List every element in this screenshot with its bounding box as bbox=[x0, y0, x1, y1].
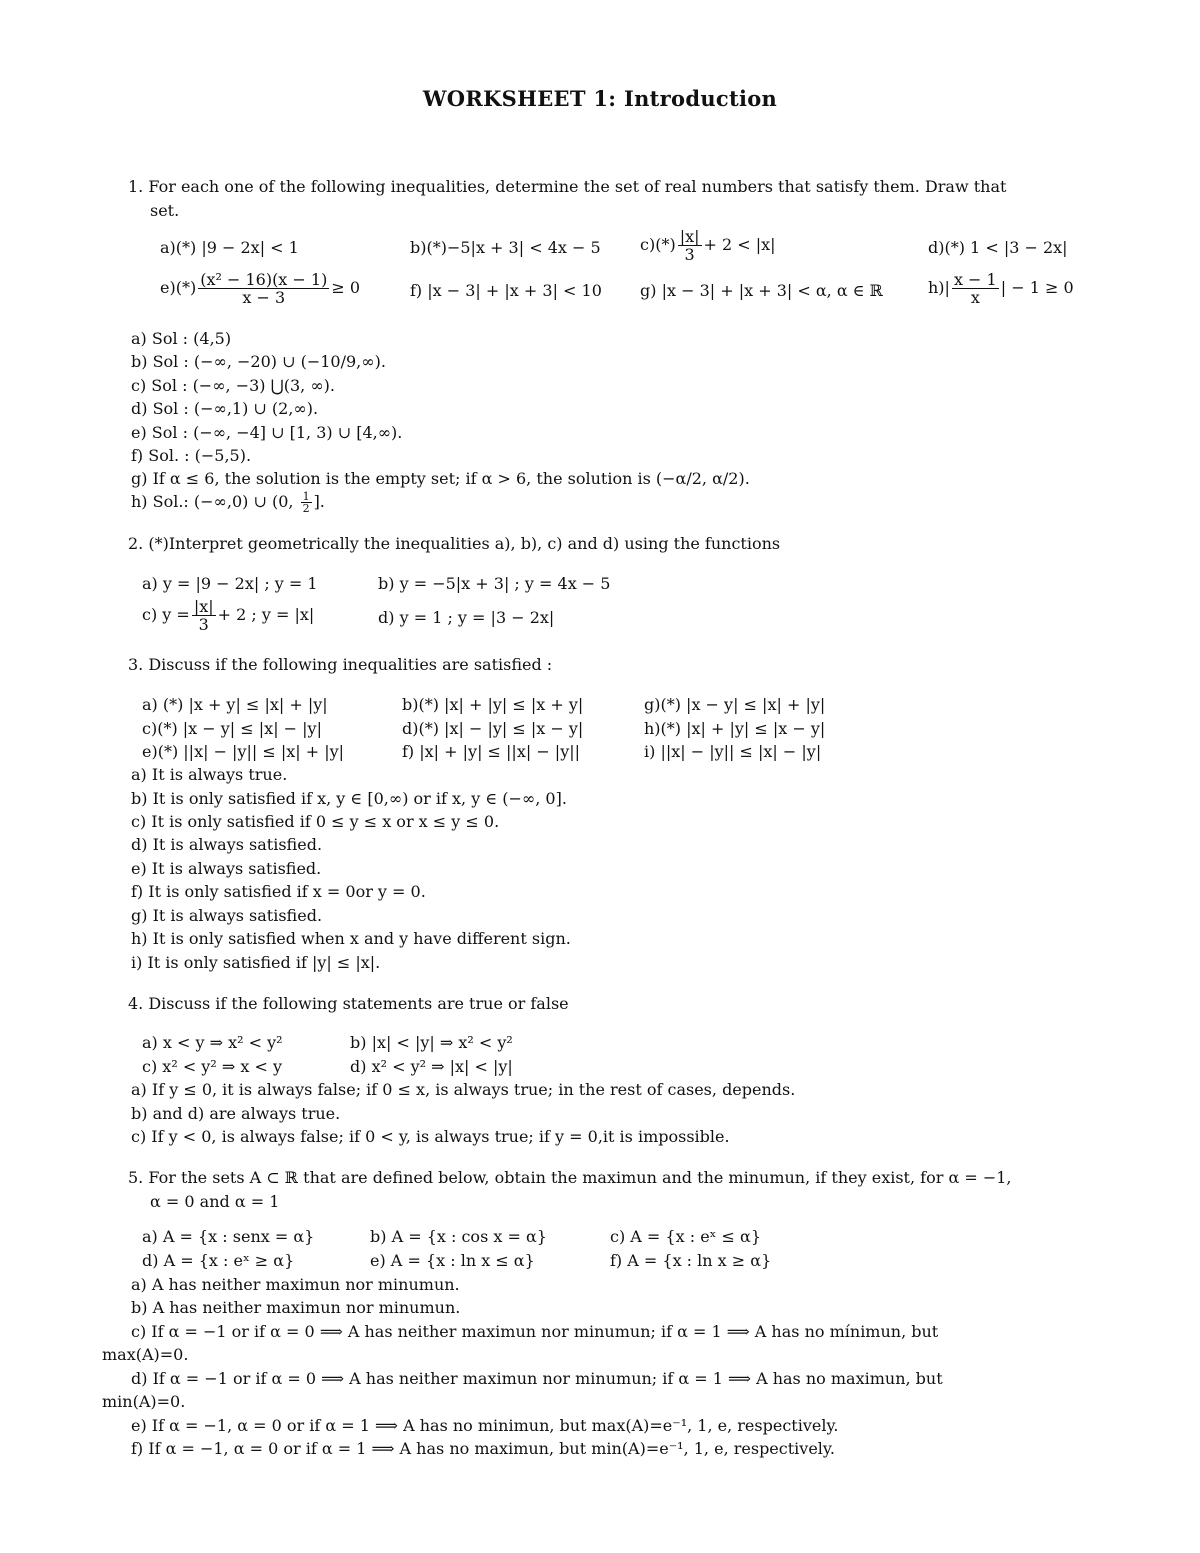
solution-5a: a) A has neither maximun nor minumun. bbox=[131, 1275, 460, 1294]
problem-1-statement-cont: set. bbox=[150, 201, 180, 220]
solution-3e: e) It is always satisfied. bbox=[131, 859, 322, 878]
ineq-1e-label: e)(*) bbox=[160, 278, 197, 297]
ineq-3f: f) |x| + |y| ≤ ||x| − |y|| bbox=[402, 742, 581, 761]
function-2c-start: c) y = bbox=[142, 605, 190, 624]
ineq-1e-denominator: x − 3 bbox=[242, 288, 286, 307]
statement-4c: c) x² < y² ⇒ x < y bbox=[142, 1057, 282, 1076]
problem-1-statement: 1. For each one of the following inequalities, determine the set of real numbers that satisfy them. Draw that bbox=[128, 177, 1007, 196]
problem-5-statement: 5. For the sets A ⊂ ℝ that are defined below, obtain the maximun and the minumun, if they exist, for α = −1, bbox=[128, 1168, 1012, 1187]
solution-1h bbox=[131, 491, 325, 514]
set-5a: a) A = {x : senx = α} bbox=[142, 1227, 315, 1246]
solution-3b: b) It is only satisfied if x, y ∈ [0,∞) or if x, y ∈ (−∞, 0]. bbox=[131, 789, 567, 808]
ineq-1h-numerator: x − 1 bbox=[953, 270, 997, 289]
solution-3g: g) It is always satisfied. bbox=[131, 906, 323, 925]
function-2c-numerator: |x| bbox=[193, 597, 214, 616]
statement-4a: a) x < y ⇒ x² < y² bbox=[142, 1033, 283, 1052]
ineq-3b: b)(*) |x| + |y| ≤ |x + y| bbox=[402, 695, 584, 714]
solution-5e: e) If α = −1, α = 0 or if α = 1 ⟹ A has no minimun, but max(A)=e⁻¹, 1, e, respectively. bbox=[131, 1416, 839, 1435]
ineq-1e bbox=[160, 271, 360, 306]
statement-4d: d) x² < y² ⇒ |x| < |y| bbox=[350, 1057, 513, 1076]
set-5d: d) A = {x : eˣ ≥ α} bbox=[142, 1251, 295, 1270]
function-2a: a) y = |9 − 2x| ; y = 1 bbox=[142, 574, 318, 593]
ineq-1d: d)(*) 1 < |3 − 2x| bbox=[928, 238, 1068, 257]
solution-1h-denominator: 2 bbox=[302, 502, 310, 515]
ineq-1g: g) |x − 3| + |x + 3| < α, α ∈ ℝ bbox=[640, 281, 883, 300]
solution-4bd: b) and d) are always true. bbox=[131, 1104, 341, 1123]
solution-5d-cont: min(A)=0. bbox=[102, 1392, 186, 1411]
solution-4c: c) If y < 0, is always false; if 0 < y, is always true; if y = 0,it is impossible. bbox=[131, 1127, 730, 1146]
solution-1h-fraction bbox=[301, 491, 312, 514]
ineq-1h-fraction bbox=[952, 271, 999, 306]
problem-2-statement: 2. (*)Interpret geometrically the inequalities a), b), c) and d) using the functions bbox=[128, 534, 781, 553]
problem-5-statement-cont: α = 0 and α = 1 bbox=[150, 1192, 280, 1211]
solution-3h: h) It is only satisfied when x and y have different sign. bbox=[131, 929, 571, 948]
solution-3f: f) It is only satisfied if x = 0or y = 0. bbox=[131, 882, 426, 901]
ineq-1c-rest: + 2 < |x| bbox=[703, 235, 776, 254]
ineq-3h: h)(*) |x| + |y| ≤ |x − y| bbox=[644, 719, 826, 738]
function-2c-denominator: 3 bbox=[198, 615, 209, 634]
solution-5d: d) If α = −1 or if α = 0 ⟹ A has neither maximun nor minumun; if α = 1 ⟹ A has no maximun, but bbox=[131, 1369, 943, 1388]
solution-1h-numerator: 1 bbox=[302, 490, 310, 503]
ineq-1f: f) |x − 3| + |x + 3| < 10 bbox=[410, 281, 602, 300]
solution-1a: a) Sol : (4,5) bbox=[131, 329, 232, 348]
ineq-3e: e)(*) ||x| − |y|| ≤ |x| + |y| bbox=[142, 742, 345, 761]
ineq-3i: i) ||x| − |y|| ≤ |x| − |y| bbox=[644, 742, 822, 761]
solution-1e: e) Sol : (−∞, −4] ∪ [1, 3) ∪ [4,∞). bbox=[131, 423, 403, 442]
solution-1g: g) If α ≤ 6, the solution is the empty set; if α > 6, the solution is (−α/2, α/2). bbox=[131, 469, 750, 488]
function-2c bbox=[142, 598, 314, 633]
function-2c-rest: + 2 ; y = |x| bbox=[217, 605, 315, 624]
ineq-1c-fraction bbox=[678, 228, 702, 263]
ineq-1h-rest: | − 1 ≥ 0 bbox=[1000, 278, 1074, 297]
solution-1h-start: h) Sol.: (−∞,0) ∪ (0, bbox=[131, 492, 299, 511]
problem-3-statement: 3. Discuss if the following inequalities are satisfied : bbox=[128, 655, 553, 674]
ineq-1c-denominator: 3 bbox=[684, 245, 695, 264]
ineq-1e-numerator: (x² − 16)(x − 1) bbox=[200, 270, 328, 289]
solution-5c-cont: max(A)=0. bbox=[102, 1345, 189, 1364]
function-2d: d) y = 1 ; y = |3 − 2x| bbox=[378, 608, 555, 627]
ineq-3c: c)(*) |x − y| ≤ |x| − |y| bbox=[142, 719, 322, 738]
solution-4a: a) If y ≤ 0, it is always false; if 0 ≤ x, is always true; in the rest of cases, depends. bbox=[131, 1080, 796, 1099]
page-title: WORKSHEET 1: Introduction bbox=[422, 86, 778, 111]
problem-4-statement: 4. Discuss if the following statements are true or false bbox=[128, 994, 569, 1013]
solution-1d: d) Sol : (−∞,1) ∪ (2,∞). bbox=[131, 399, 319, 418]
solution-3c: c) It is only satisfied if 0 ≤ y ≤ x or x ≤ y ≤ 0. bbox=[131, 812, 500, 831]
function-2c-fraction bbox=[192, 598, 216, 633]
solution-5f: f) If α = −1, α = 0 or if α = 1 ⟹ A has no maximun, but min(A)=e⁻¹, 1, e, respectively. bbox=[131, 1439, 835, 1458]
solution-3a: a) It is always true. bbox=[131, 765, 288, 784]
solution-5c: c) If α = −1 or if α = 0 ⟹ A has neither maximun nor minumun; if α = 1 ⟹ A has no mínimun, but bbox=[131, 1322, 939, 1341]
solution-1b: b) Sol : (−∞, −20) ∪ (−10/9,∞). bbox=[131, 352, 386, 371]
ineq-1c bbox=[640, 228, 776, 263]
solution-3i: i) It is only satisfied if |y| ≤ |x|. bbox=[131, 953, 381, 972]
ineq-1c-numerator: |x| bbox=[679, 227, 700, 246]
ineq-3a: a) (*) |x + y| ≤ |x| + |y| bbox=[142, 695, 328, 714]
ineq-1h bbox=[928, 271, 1074, 306]
set-5c: c) A = {x : eˣ ≤ α} bbox=[610, 1227, 761, 1246]
ineq-1h-label: h)| bbox=[928, 278, 950, 297]
ineq-1a: a)(*) |9 − 2x| < 1 bbox=[160, 238, 299, 257]
solution-5b: b) A has neither maximun nor minumun. bbox=[131, 1298, 461, 1317]
set-5f: f) A = {x : ln x ≥ α} bbox=[610, 1251, 772, 1270]
solution-1c: c) Sol : (−∞, −3) ⋃(3, ∞). bbox=[131, 376, 335, 395]
set-5b: b) A = {x : cos x = α} bbox=[370, 1227, 547, 1246]
statement-4b: b) |x| < |y| ⇒ x² < y² bbox=[350, 1033, 513, 1052]
ineq-3d: d)(*) |x| − |y| ≤ |x − y| bbox=[402, 719, 584, 738]
ineq-1h-denominator: x bbox=[970, 288, 980, 307]
ineq-3g: g)(*) |x − y| ≤ |x| + |y| bbox=[644, 695, 826, 714]
ineq-1e-rest: ≥ 0 bbox=[331, 278, 360, 297]
solution-1f: f) Sol. : (−5,5). bbox=[131, 446, 252, 465]
function-2b: b) y = −5|x + 3| ; y = 4x − 5 bbox=[378, 574, 611, 593]
ineq-1e-fraction bbox=[198, 271, 329, 306]
ineq-1c-label: c)(*) bbox=[640, 235, 676, 254]
solution-1h-end: ]. bbox=[313, 492, 325, 511]
ineq-1b: b)(*)−5|x + 3| < 4x − 5 bbox=[410, 238, 601, 257]
solution-3d: d) It is always satisfied. bbox=[131, 835, 323, 854]
set-5e: e) A = {x : ln x ≤ α} bbox=[370, 1251, 535, 1270]
